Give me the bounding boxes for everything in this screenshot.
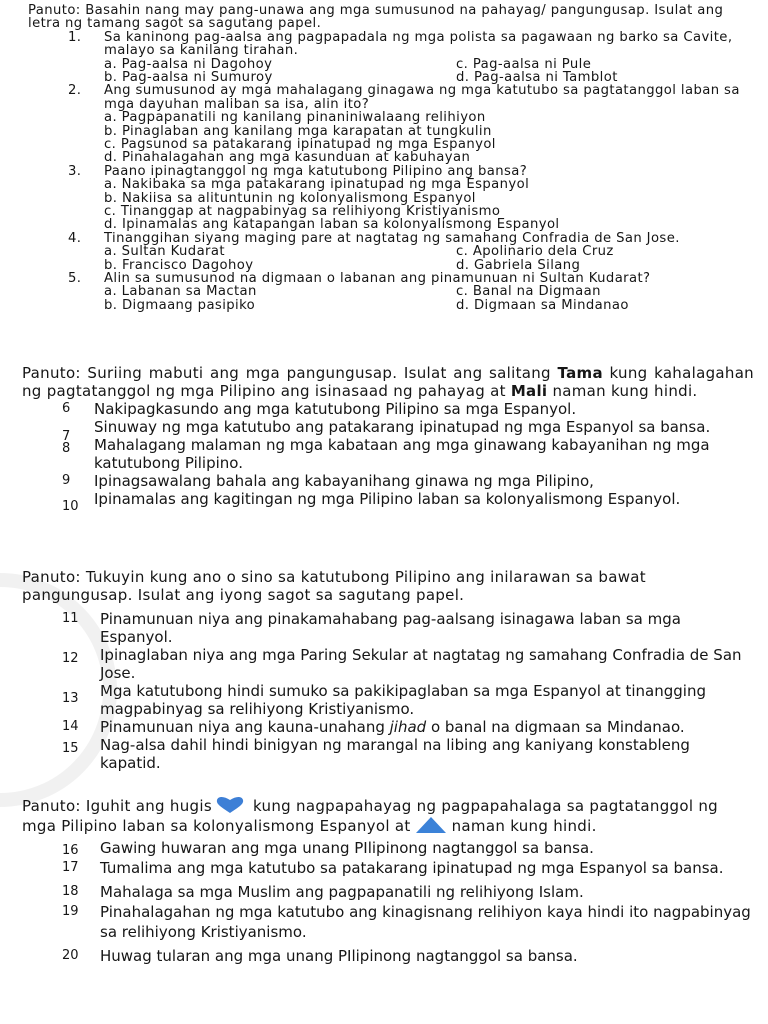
item-text: Nakipagkasundo ang mga katutubong Pilipino sa mga Espanyol.	[94, 400, 577, 418]
option-d: d. Digmaan sa Mindanao	[456, 297, 629, 313]
options-row	[28, 285, 758, 298]
item-19	[22, 902, 754, 942]
option-a: a. Pag-aalsa ni Dagohoy	[104, 56, 273, 72]
item-16	[22, 838, 754, 858]
question-text: Paano ipinagtanggol ng mga katutubong Pilipino ang bansa?	[104, 163, 528, 179]
question-text: Ang sumusunod ay mga mahalagang ginagawa ng mga katutubo sa pagtatanggol laban sa mga dayuhan maliban sa isa, alin ito?	[104, 83, 740, 112]
question-number: 3.	[68, 163, 82, 179]
question-3	[28, 165, 758, 178]
item-15	[22, 736, 754, 772]
part3-instruction: Panuto: Tukuyin kung ano o sino sa katutubong Pilipino ang inilarawan sa bawat pangungusap. Isulat ang iyong sagot sa sagutang papel.	[22, 568, 646, 604]
item-7	[22, 418, 754, 444]
option-d: d. Ipinamalas ang katapangan laban sa kolonyalismong Espanyol	[104, 217, 560, 233]
option-d: d. Pinahalagahan ang mga kasunduan at kabuhayan	[104, 150, 471, 166]
question-number: 2.	[68, 83, 82, 99]
item-text: o banal na digmaan sa Mindanao.	[426, 718, 685, 736]
item-20	[22, 946, 754, 966]
instruction-text: kung kahalagahan ng pagtatanggol ng mga Pilipino ang isinasaad ng pahayag at	[22, 364, 754, 400]
item-text: Gawing huwaran ang mga unang PIlipinong nagtanggol sa bansa.	[100, 839, 594, 857]
option-c: c. Banal na Digmaan	[456, 284, 601, 300]
option-a: a. Pagpapanatili ng kanilang pinaniniwalaang relihiyon	[104, 110, 486, 126]
options-row	[28, 71, 758, 84]
item-14	[22, 718, 754, 736]
option-b: b. Pinaglaban ang kanilang mga karapatan at tungkulin	[104, 123, 492, 139]
item-number: 17	[62, 860, 79, 875]
options-row	[28, 58, 758, 71]
option-b: b. Pag-aalsa ni Sumuroy	[104, 70, 273, 86]
instruction-text: kung nagpapahayag ng pagpapahalaga sa pagtatanggol ng mga Pilipino laban sa kolonyalismong Espanyol at	[22, 797, 718, 835]
item-number: 9	[62, 473, 71, 488]
option-c: c. Apolinario dela Cruz	[456, 244, 614, 260]
item-text-italic: jihad	[389, 718, 427, 736]
item-text: Ipinagsawalang bahala ang kabayanihang ginawa ng mga Pilipino,	[94, 472, 594, 490]
item-number: 12	[62, 651, 79, 666]
option-a: a. Nakibaka sa mga patakarang ipinatupad ng mga Espanyol	[104, 177, 530, 193]
part2-tama-mali	[22, 364, 754, 514]
question-4	[28, 232, 758, 245]
heart-icon	[215, 796, 245, 814]
keyword-tama: Tama	[557, 364, 603, 382]
instruction-text: Panuto: Iguhit ang hugis	[22, 797, 212, 815]
question-1	[28, 31, 758, 58]
item-text: Nag-alsa dahil hindi binigyan ng marangal na libing ang kaniyang konstableng kapatid.	[100, 736, 690, 772]
triangle-icon	[415, 816, 447, 834]
part1-multiple-choice	[28, 4, 758, 312]
option-a: a. Sultan Kudarat	[104, 244, 225, 260]
question-2	[28, 84, 758, 111]
question-text: Alin sa sumusunod na digmaan o labanan ang pinamunuan ni Sultan Kudarat?	[104, 271, 651, 287]
item-8	[22, 436, 754, 472]
item-number: 14	[62, 719, 79, 734]
item-number: 7	[62, 429, 71, 444]
item-number: 18	[62, 884, 79, 899]
item-text: Pinahalagahan ng mga katutubo ang kinagisnang relihiyon kaya hindi ito nagpabinyag sa relihiyong Kristiyanismo.	[100, 903, 751, 941]
option-d: d. Pag-aalsa ni Tamblot	[456, 70, 618, 86]
item-number: 13	[62, 691, 79, 706]
option-a: a. Labanan sa Mactan	[104, 284, 257, 300]
question-text: Sa kaninong pag-aalsa ang pagpapadala ng mga polista sa pagawaan ng barko sa Cavite, malayo sa kanilang tirahan.	[104, 29, 733, 59]
option-b: b. Digmaang pasipiko	[104, 297, 256, 313]
item-9	[22, 472, 754, 490]
part4-instruction	[22, 796, 754, 836]
item-text: Pinamunuan niya ang pinakamahabang pag-aalsang isinagawa laban sa mga Espanyol.	[100, 610, 681, 646]
part3-identification	[22, 568, 754, 772]
option-d: d. Gabriela Silang	[456, 257, 581, 273]
part1-instruction: Panuto: Basahin nang may pang-unawa ang mga sumusunod na pahayag/ pangungusap. Isulat ang letra ng tamang sagot sa sagutang papel.	[28, 3, 724, 32]
item-number: 6	[62, 401, 71, 416]
item-text: Sinuway ng mga katutubo ang patakarang ipinatupad ng mga Espanyol sa bansa.	[94, 418, 711, 436]
question-number: 1.	[68, 29, 82, 45]
item-12	[22, 646, 754, 682]
item-text: Huwag tularan ang mga unang PIlipinong nagtanggol sa bansa.	[100, 947, 578, 965]
item-18	[22, 882, 754, 902]
item-number: 8	[62, 441, 71, 456]
item-text: Ipinamalas ang kagitingan ng mga Pilipino laban sa kolonyalismong Espanyol.	[94, 490, 681, 508]
item-number: 19	[62, 904, 79, 919]
item-number: 15	[62, 741, 79, 756]
item-text: Tumalima ang mga katutubo sa patakarang ipinatupad ng mga Espanyol sa bansa.	[100, 859, 724, 877]
item-13	[22, 682, 754, 718]
option-b: b. Francisco Dagohoy	[104, 257, 254, 273]
option-c: c. Pag-aalsa ni Pule	[456, 56, 592, 72]
part4-draw-shapes	[22, 796, 754, 966]
options-row	[28, 259, 758, 272]
item-text: Mga katutubong hindi sumuko sa pakikipaglaban sa mga Espanyol at tinangging magpabinyag sa relihiyong Kristiyanismo.	[100, 682, 706, 718]
question-number: 4.	[68, 230, 82, 246]
question-5	[28, 272, 758, 285]
item-text: Mahalaga sa mga Muslim ang pagpapanatili ng relihiyong Islam.	[100, 883, 584, 901]
part2-instruction	[22, 364, 754, 400]
options-row	[28, 299, 758, 312]
question-number: 5.	[68, 271, 82, 287]
instruction-text: naman kung hindi.	[451, 817, 597, 835]
item-number: 11	[62, 611, 79, 626]
item-6	[22, 400, 754, 418]
item-text: Pinamunuan niya ang kauna-unahang	[100, 718, 390, 736]
keyword-mali: Mali	[510, 382, 548, 400]
option-c: c. Pagsunod sa patakarang ipinatupad ng mga Espanyol	[104, 137, 496, 153]
item-10	[22, 490, 754, 514]
item-number: 10	[62, 499, 79, 514]
options-row	[28, 245, 758, 258]
item-text: Ipinaglaban niya ang mga Paring Sekular at nagtatag ng samahang Confradia de San Jose.	[100, 646, 742, 682]
instruction-text: Panuto: Suriing mabuti ang mga pangungusap. Isulat ang salitang	[22, 364, 558, 382]
item-text: Mahalagang malaman ng mga kabataan ang mga ginawang kabayanihan ng mga katutubong Pilipino.	[94, 436, 710, 472]
question-text: Tinanggihan siyang maging pare at nagtatag ng samahang Confradia de San Jose.	[104, 230, 680, 246]
item-17	[22, 858, 754, 878]
item-number: 16	[62, 843, 79, 858]
item-11	[22, 610, 754, 646]
option-b: b. Nakiisa sa alituntunin ng kolonyalismong Espanyol	[104, 190, 476, 206]
item-number: 20	[62, 948, 79, 963]
instruction-text: naman kung hindi.	[547, 382, 698, 400]
option-c: c. Tinanggap at nagpabinyag sa relihiyong Kristiyanismo	[104, 204, 501, 220]
